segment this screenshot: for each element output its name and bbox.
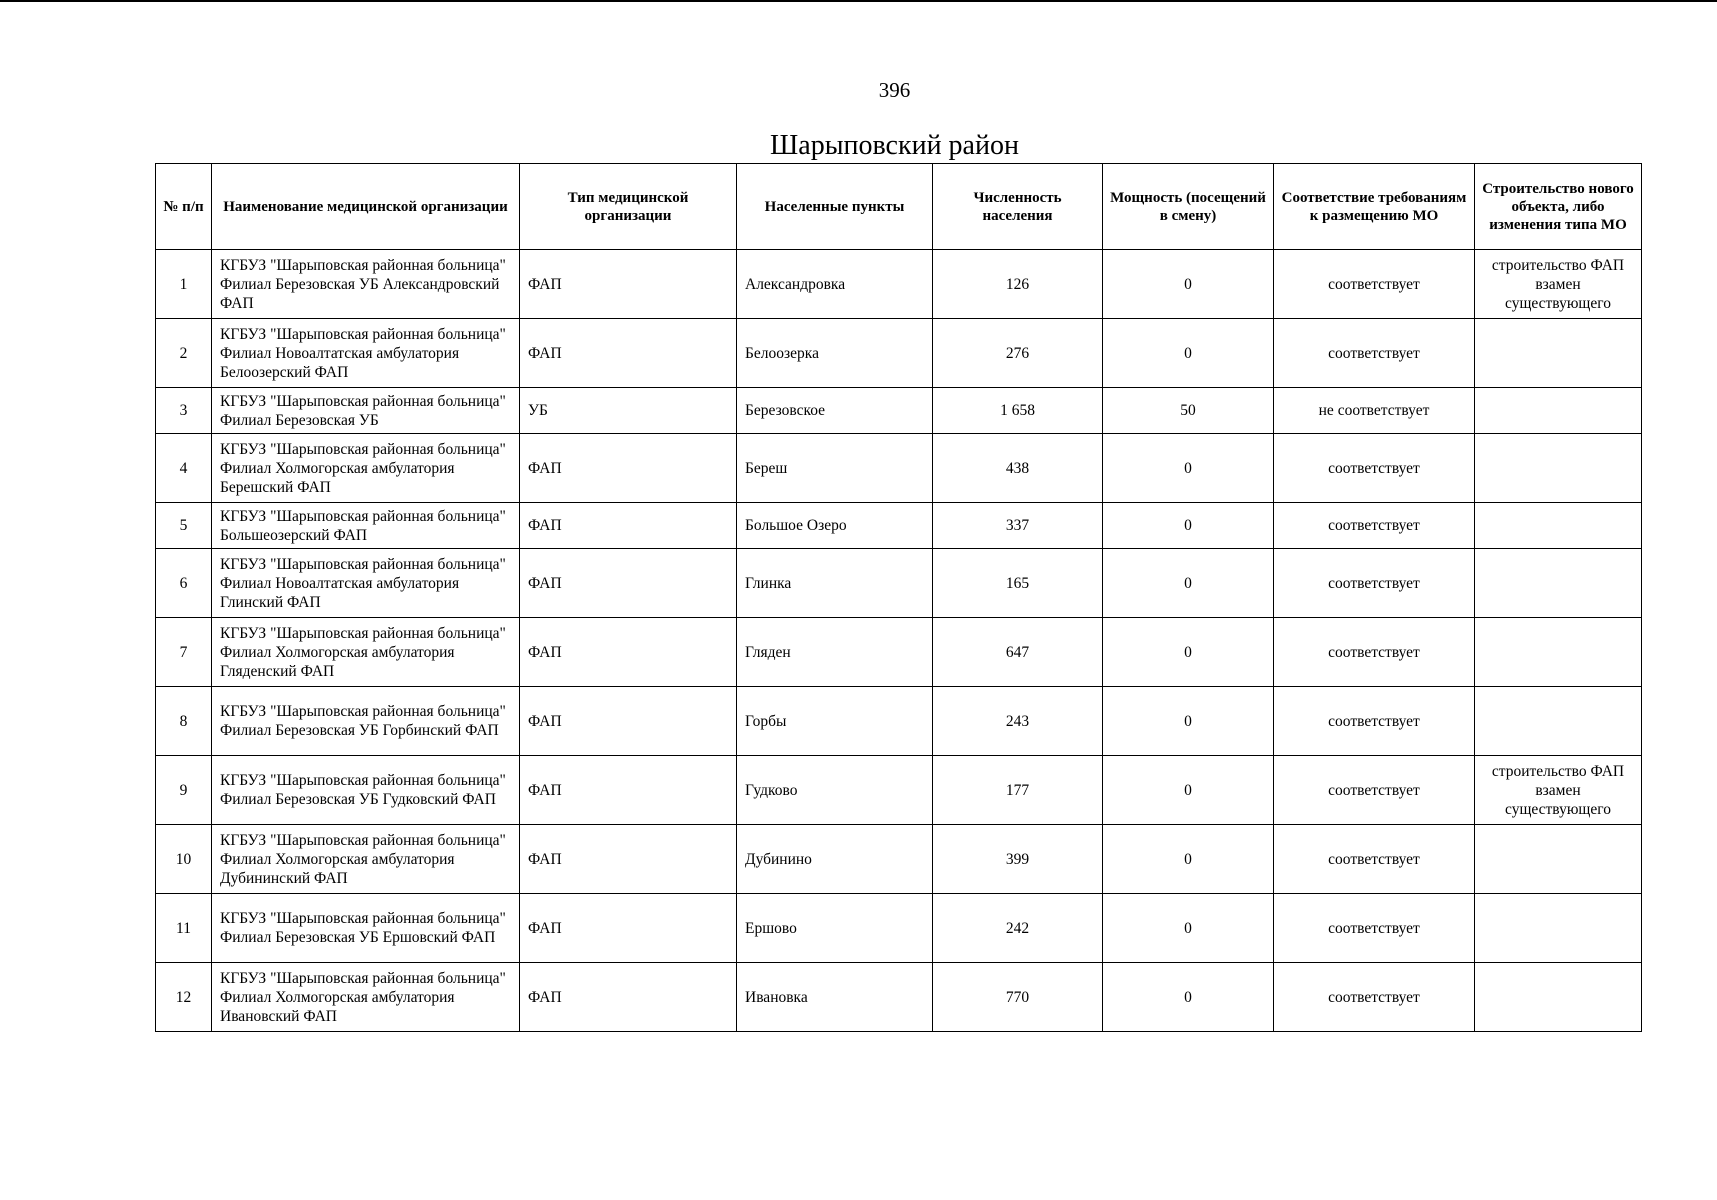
cell-compliance: не соответствует [1274, 388, 1475, 434]
cell-organization-name: КГБУЗ "Шарыповская районная больница" Филиал Холмогорская амбулатория Ивановский ФАП [212, 963, 520, 1032]
cell-organization-type: ФАП [520, 756, 737, 825]
table-row [156, 549, 1642, 618]
cell-compliance: соответствует [1274, 250, 1475, 319]
table-row [156, 894, 1642, 963]
table-row [156, 434, 1642, 503]
cell-organization-name: КГБУЗ "Шарыповская районная больница" Филиал Холмогорская амбулатория Гляденский ФАП [212, 618, 520, 687]
cell-population: 177 [933, 756, 1103, 825]
cell-organization-type: УБ [520, 388, 737, 434]
cell-num: 11 [156, 894, 212, 963]
cell-construction [1475, 388, 1642, 434]
cell-construction [1475, 687, 1642, 756]
cell-organization-name: КГБУЗ "Шарыповская районная больница" Филиал Березовская УБ Горбинский ФАП [212, 687, 520, 756]
cell-organization-name: КГБУЗ "Шарыповская районная больница" Филиал Березовская УБ Гудковский ФАП [212, 756, 520, 825]
cell-compliance: соответствует [1274, 549, 1475, 618]
cell-capacity: 0 [1103, 756, 1274, 825]
cell-capacity: 0 [1103, 434, 1274, 503]
cell-num: 5 [156, 503, 212, 549]
cell-construction [1475, 963, 1642, 1032]
cell-capacity: 0 [1103, 250, 1274, 319]
cell-organization-name: КГБУЗ "Шарыповская районная больница" Филиал Березовская УБ Александровский ФАП [212, 250, 520, 319]
cell-organization-type: ФАП [520, 963, 737, 1032]
table-row [156, 687, 1642, 756]
table-row [156, 963, 1642, 1032]
cell-population: 243 [933, 687, 1103, 756]
cell-population: 276 [933, 319, 1103, 388]
cell-settlement: Ивановка [737, 963, 933, 1032]
cell-population: 1 658 [933, 388, 1103, 434]
header-population: Численность населения [933, 164, 1103, 250]
cell-num: 2 [156, 319, 212, 388]
facilities-table [155, 163, 1642, 1032]
cell-capacity: 0 [1103, 549, 1274, 618]
cell-capacity: 50 [1103, 388, 1274, 434]
cell-organization-name: КГБУЗ "Шарыповская районная больница" Филиал Новоалтатская амбулатория Белоозерский ФАП [212, 319, 520, 388]
cell-compliance: соответствует [1274, 963, 1475, 1032]
cell-construction [1475, 894, 1642, 963]
cell-construction: строительство ФАП взамен существующего [1475, 250, 1642, 319]
cell-organization-name: КГБУЗ "Шарыповская районная больница" Филиал Холмогорская амбулатория Берешский ФАП [212, 434, 520, 503]
cell-num: 4 [156, 434, 212, 503]
cell-capacity: 0 [1103, 503, 1274, 549]
cell-organization-type: ФАП [520, 825, 737, 894]
cell-organization-name: КГБУЗ "Шарыповская районная больница" Филиал Холмогорская амбулатория Дубининский ФАП [212, 825, 520, 894]
header-compliance: Соответствие требованиям к размещению МО [1274, 164, 1475, 250]
cell-capacity: 0 [1103, 825, 1274, 894]
cell-capacity: 0 [1103, 618, 1274, 687]
header-settlements: Населенные пункты [737, 164, 933, 250]
cell-population: 337 [933, 503, 1103, 549]
cell-capacity: 0 [1103, 319, 1274, 388]
cell-construction [1475, 618, 1642, 687]
table-row [156, 388, 1642, 434]
cell-settlement: Горбы [737, 687, 933, 756]
cell-organization-type: ФАП [520, 434, 737, 503]
cell-construction [1475, 503, 1642, 549]
cell-organization-name: КГБУЗ "Шарыповская районная больница" Большеозерский ФАП [212, 503, 520, 549]
cell-settlement: Береш [737, 434, 933, 503]
cell-compliance: соответствует [1274, 618, 1475, 687]
district-title: Шарыповский район [770, 130, 1019, 161]
cell-organization-name: КГБУЗ "Шарыповская районная больница" Филиал Новоалтатская амбулатория Глинский ФАП [212, 549, 520, 618]
cell-settlement: Гудково [737, 756, 933, 825]
cell-population: 242 [933, 894, 1103, 963]
cell-population: 438 [933, 434, 1103, 503]
cell-population: 770 [933, 963, 1103, 1032]
cell-construction [1475, 825, 1642, 894]
cell-compliance: соответствует [1274, 434, 1475, 503]
table-row [156, 618, 1642, 687]
page-number: 396 [878, 78, 911, 102]
cell-organization-name: КГБУЗ "Шарыповская районная больница" Филиал Березовская УБ Ершовский ФАП [212, 894, 520, 963]
table-row [156, 250, 1642, 319]
cell-settlement: Березовское [737, 388, 933, 434]
cell-settlement: Глинка [737, 549, 933, 618]
header-organization-type: Тип медицинской организации [520, 164, 737, 250]
cell-num: 9 [156, 756, 212, 825]
cell-capacity: 0 [1103, 894, 1274, 963]
cell-num: 8 [156, 687, 212, 756]
header-capacity: Мощность (посещений в смену) [1103, 164, 1274, 250]
scan-top-edge [0, 0, 1717, 2]
cell-compliance: соответствует [1274, 687, 1475, 756]
cell-organization-type: ФАП [520, 319, 737, 388]
cell-compliance: соответствует [1274, 503, 1475, 549]
header-organization-name: Наименование медицинской организации [212, 164, 520, 250]
cell-compliance: соответствует [1274, 825, 1475, 894]
cell-capacity: 0 [1103, 687, 1274, 756]
table-header-row [156, 164, 1642, 250]
cell-population: 165 [933, 549, 1103, 618]
table-row [156, 319, 1642, 388]
cell-num: 10 [156, 825, 212, 894]
cell-construction [1475, 434, 1642, 503]
cell-organization-type: ФАП [520, 687, 737, 756]
header-construction: Строительство нового объекта, либо изменения типа МО [1475, 164, 1642, 250]
cell-organization-type: ФАП [520, 503, 737, 549]
cell-organization-type: ФАП [520, 549, 737, 618]
table-row [156, 503, 1642, 549]
cell-compliance: соответствует [1274, 756, 1475, 825]
cell-construction [1475, 549, 1642, 618]
cell-settlement: Белоозерка [737, 319, 933, 388]
cell-organization-name: КГБУЗ "Шарыповская районная больница" Филиал Березовская УБ [212, 388, 520, 434]
cell-organization-type: ФАП [520, 250, 737, 319]
cell-num: 1 [156, 250, 212, 319]
cell-settlement: Александровка [737, 250, 933, 319]
cell-num: 12 [156, 963, 212, 1032]
cell-organization-type: ФАП [520, 618, 737, 687]
cell-num: 6 [156, 549, 212, 618]
cell-organization-type: ФАП [520, 894, 737, 963]
cell-construction: строительство ФАП взамен существующего [1475, 756, 1642, 825]
cell-capacity: 0 [1103, 963, 1274, 1032]
cell-compliance: соответствует [1274, 894, 1475, 963]
cell-population: 647 [933, 618, 1103, 687]
cell-settlement: Ершово [737, 894, 933, 963]
cell-population: 399 [933, 825, 1103, 894]
cell-settlement: Большое Озеро [737, 503, 933, 549]
table-row [156, 825, 1642, 894]
cell-settlement: Дубинино [737, 825, 933, 894]
cell-num: 3 [156, 388, 212, 434]
header-num: № п/п [156, 164, 212, 250]
cell-compliance: соответствует [1274, 319, 1475, 388]
cell-num: 7 [156, 618, 212, 687]
cell-settlement: Гляден [737, 618, 933, 687]
cell-population: 126 [933, 250, 1103, 319]
table-row [156, 756, 1642, 825]
cell-construction [1475, 319, 1642, 388]
